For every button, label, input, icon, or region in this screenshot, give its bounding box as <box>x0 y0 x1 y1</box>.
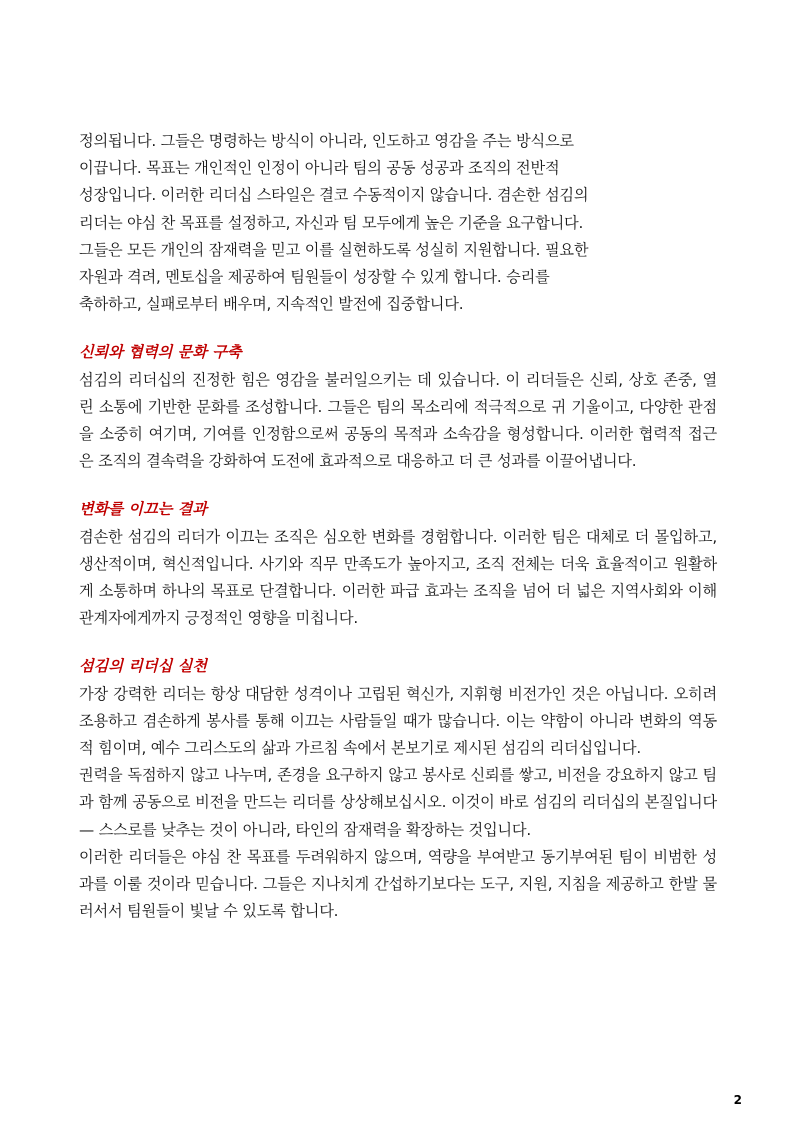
intro-line: 자원과 격려, 멘토십을 제공하여 팀원들이 성장할 수 있게 합니다. 승리를 <box>79 268 550 287</box>
section-paragraph-transformative-results: 겸손한 섬김의 리더가 이끄는 조직은 심오한 변화를 경험합니다. 이러한 팀은 대체로 더 몰입하고, 생산적이며, 혁신적입니다. 사기와 직무 만족도가 높아지고, 조직 전체는 더욱 효율적이고 원활하게 소통하며 하나의 목표로 단결합니다. 이러한 파급 효과는 조직을 넘어 더 넓은 지역사회와 이해관계자에게까지 긍정적인 영향을 미칩니다. <box>79 527 717 628</box>
page-number: 2 <box>733 1093 742 1107</box>
section-paragraph-practice-3: 이러한 리더들은 야심 찬 목표를 두려워하지 않으며, 역량을 부여받고 동기부여된 팀이 비범한 성과를 이룰 것이라 믿습니다. 그들은 지나치게 간섭하기보다는 도구, 지원, 지침을 제공하고 한발 물러서서 팀원들이 빛날 수 있도록 합니다. <box>79 847 717 921</box>
section-paragraph-practice-2: 권력을 독점하지 않고 나누며, 존경을 요구하지 않고 봉사로 신뢰를 쌓고, 비전을 강요하지 않고 팀과 함께 공동으로 비전을 만드는 리더를 상상해보십시오. 이것이 바로 섬김의 리더십의 본질입니다 — 스스로를 낮추는 것이 아니라, 타인의 잠재력을 확장하는 것입니다. <box>79 766 717 839</box>
section-heading-trust-culture: 신뢰와 협력의 문화 구축 <box>79 343 242 362</box>
document-page <box>79 128 717 925</box>
intro-line: 정의됩니다. 그들은 명령하는 방식이 아니라, 인도하고 영감을 주는 방식으로 <box>79 132 574 150</box>
section-heading-servant-leadership-practice: 섬김의 리더십 실천 <box>79 657 207 676</box>
intro-line: 축하하고, 실패로부터 배우며, 지속적인 발전에 집중합니다. <box>79 295 464 314</box>
section-paragraph-practice-1: 가장 강력한 리더는 항상 대담한 성격이나 고립된 혁신가, 지휘형 비전가인 것은 아닙니다. 오히려 조용하고 겸손하게 봉사를 통해 이끄는 사람들일 때가 많습니다. 이는 약함이 아니라 변화의 역동적 힘이며, 예수 그리스도의 삶과 가르침 속에서 본보기로 제시된 섬김의 리더십입니다. <box>79 684 717 758</box>
intro-line: 그들은 모든 개인의 잠재력을 믿고 이를 실현하도록 성실히 지원합니다. 필요한 <box>79 240 589 259</box>
section-paragraph-trust-culture: 섬김의 리더십의 진정한 힘은 영감을 불러일으키는 데 있습니다. 이 리더들은 신뢰, 상호 존중, 열린 소통에 기반한 문화를 조성합니다. 그들은 팀의 목소리에 적극적으로 귀 기울이고, 다양한 관점을 소중히 여기며, 기여를 인정함으로써 공동의 목적과 소속감을 형성합니다. 이러한 협력적 접근은 조직의 결속력을 강화하여 도전에 효과적으로 대응하고 더 큰 성과를 이끌어냅니다. <box>79 370 717 471</box>
intro-line: 리더는 야심 찬 목표를 설정하고, 자신과 팀 모두에게 높은 기준을 요구합니다. <box>79 213 584 232</box>
intro-line: 이끕니다. 목표는 개인적인 인정이 아니라 팀의 공동 성공과 조직의 전반적 <box>79 159 560 178</box>
intro-paragraph <box>79 128 717 318</box>
section-heading-transformative-results: 변화를 이끄는 결과 <box>79 500 207 519</box>
intro-line: 성장입니다. 이러한 리더십 스타일은 결코 수동적이지 않습니다. 겸손한 섬김의 <box>79 186 589 205</box>
